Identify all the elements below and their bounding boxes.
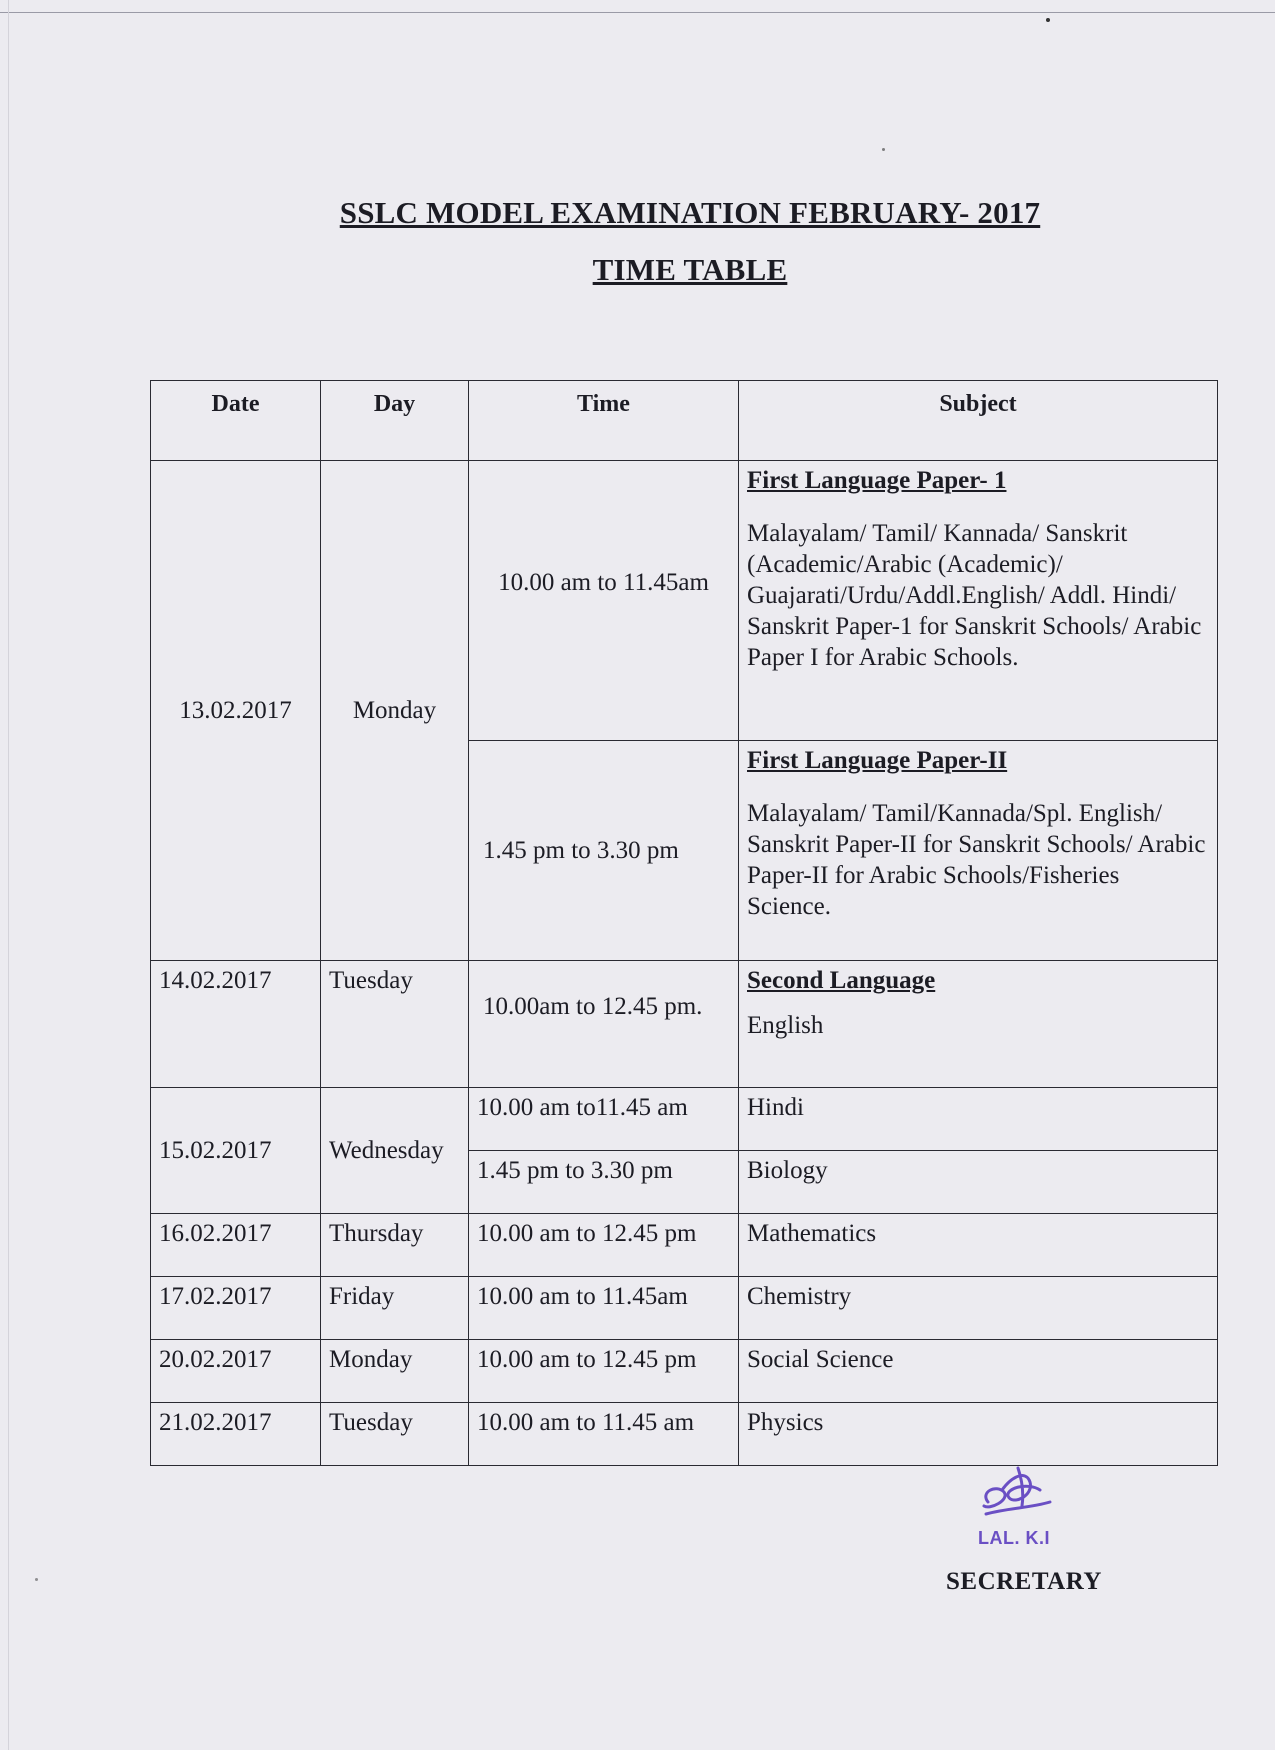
day-cell: Monday bbox=[321, 1340, 469, 1403]
table-row bbox=[151, 961, 1218, 1088]
day-cell: Friday bbox=[321, 1277, 469, 1340]
subject-cell: Social Science bbox=[739, 1340, 1218, 1403]
time-cell: 10.00 am to 11.45 am bbox=[469, 1403, 739, 1466]
subject-description: Malayalam/ Tamil/ Kannada/ Sanskrit (Academic/Arabic (Academic)/ Guajarati/Urdu/Addl.English/ Addl. Hindi/ Sanskrit Paper-1 for Sanskrit Schools/ Arabic Paper I for Arabic Schools. bbox=[747, 520, 1202, 671]
date-cell: 21.02.2017 bbox=[151, 1403, 321, 1466]
day-cell: Thursday bbox=[321, 1214, 469, 1277]
subject-description: English bbox=[747, 1012, 824, 1039]
time-cell: 10.00 am to11.45 am bbox=[469, 1088, 739, 1151]
subject-cell: Chemistry bbox=[739, 1277, 1218, 1340]
scan-speck bbox=[35, 1578, 38, 1581]
table-row bbox=[151, 1277, 1218, 1340]
time-cell: 1.45 pm to 3.30 pm bbox=[469, 741, 739, 961]
page-title: SSLC MODEL EXAMINATION FEBRUARY- 2017 bbox=[339, 195, 1041, 230]
table-row bbox=[151, 1340, 1218, 1403]
date-cell: 14.02.2017 bbox=[151, 961, 321, 1088]
table-row bbox=[151, 1214, 1218, 1277]
table-row bbox=[151, 461, 1218, 741]
time-cell: 10.00 am to 12.45 pm bbox=[469, 1214, 739, 1277]
column-header-subject: Subject bbox=[739, 381, 1218, 461]
time-cell: 10.00am to 12.45 pm. bbox=[469, 961, 739, 1088]
subject-cell bbox=[739, 741, 1218, 961]
scan-speck bbox=[882, 148, 885, 151]
exam-timetable bbox=[150, 380, 1218, 1466]
scan-speck bbox=[1046, 18, 1050, 22]
signature-mark bbox=[978, 1462, 1058, 1524]
subject-cell: Biology bbox=[739, 1151, 1218, 1214]
subject-cell bbox=[739, 961, 1218, 1088]
date-cell: 15.02.2017 bbox=[151, 1088, 321, 1214]
table-header-row bbox=[151, 381, 1218, 461]
subject-heading: First Language Paper- 1 bbox=[747, 467, 1007, 494]
day-cell: Tuesday bbox=[321, 1403, 469, 1466]
subject-heading: Second Language bbox=[747, 967, 936, 994]
subject-cell: Mathematics bbox=[739, 1214, 1218, 1277]
time-cell: 10.00 am to 12.45 pm bbox=[469, 1340, 739, 1403]
signatory-designation: SECRETARY bbox=[946, 1568, 1102, 1595]
scan-edge-top bbox=[0, 12, 1275, 13]
date-cell: 20.02.2017 bbox=[151, 1340, 321, 1403]
subject-description: Malayalam/ Tamil/Kannada/Spl. English/ Sanskrit Paper-II for Sanskrit Schools/ Arabic Paper-II for Arabic Schools/Fisheries Science. bbox=[747, 800, 1206, 920]
column-header-date: Date bbox=[151, 381, 321, 461]
time-cell: 1.45 pm to 3.30 pm bbox=[469, 1151, 739, 1214]
date-cell: 13.02.2017 bbox=[151, 461, 321, 961]
subject-cell bbox=[739, 461, 1218, 741]
subject-cell: Physics bbox=[739, 1403, 1218, 1466]
column-header-time: Time bbox=[469, 381, 739, 461]
day-cell: Tuesday bbox=[321, 961, 469, 1088]
day-cell: Wednesday bbox=[321, 1088, 469, 1214]
page-subtitle: TIME TABLE bbox=[592, 252, 788, 287]
day-cell: Monday bbox=[321, 461, 469, 961]
subject-cell: Hindi bbox=[739, 1088, 1218, 1151]
time-cell: 10.00 am to 11.45am bbox=[469, 1277, 739, 1340]
date-cell: 17.02.2017 bbox=[151, 1277, 321, 1340]
table-row bbox=[151, 1088, 1218, 1151]
date-cell: 16.02.2017 bbox=[151, 1214, 321, 1277]
subject-heading: First Language Paper-II bbox=[747, 747, 1008, 774]
time-cell: 10.00 am to 11.45am bbox=[469, 461, 739, 741]
table-row bbox=[151, 1403, 1218, 1466]
signatory-name: LAL. K.I bbox=[978, 1528, 1050, 1548]
column-header-day: Day bbox=[321, 381, 469, 461]
